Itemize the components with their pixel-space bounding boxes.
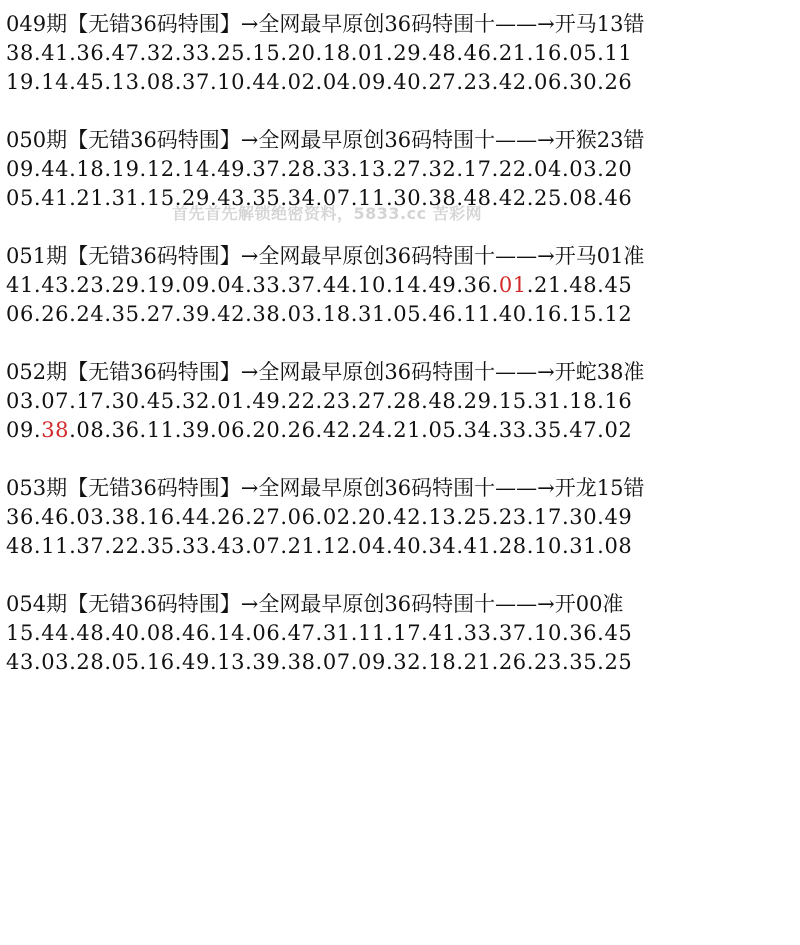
number-row: 41.43.23.29.19.09.04.33.37.44.10.14.49.36.01.21.48.45 (6, 273, 633, 297)
number-cell: 26 (287, 418, 316, 442)
number-cell: 25 (217, 41, 246, 65)
period-block (6, 474, 796, 590)
number-cell: 01 (358, 41, 386, 65)
number-cell: 15 (569, 302, 598, 326)
number-cell: 16 (534, 302, 562, 326)
number-cell: 26 (498, 650, 527, 674)
number-cell: 46 (41, 505, 70, 529)
number-cell: 29 (111, 273, 140, 297)
highlighted-number: 38 (41, 418, 70, 442)
number-cell: 33 (252, 273, 281, 297)
number-cell: 41 (463, 534, 492, 558)
number-cell: 24 (358, 418, 386, 442)
number-cell: 10 (534, 534, 562, 558)
number-cell: 28 (393, 389, 422, 413)
number-cell: 31 (569, 534, 598, 558)
number-cell: 06 (6, 302, 34, 326)
number-cell: 41 (41, 41, 70, 65)
number-cell: 28 (498, 534, 527, 558)
number-cell: 11 (146, 418, 175, 442)
number-cell: 19 (146, 273, 175, 297)
number-cell: 08 (604, 534, 633, 558)
number-cell: 07 (322, 650, 351, 674)
number-cell: 28 (76, 650, 105, 674)
number-row: 36.46.03.38.16.44.26.27.06.02.20.42.13.25.23.17.30.49 (6, 505, 633, 529)
number-cell: 42 (498, 70, 527, 94)
number-cell: 21 (287, 534, 316, 558)
number-cell: 27 (358, 389, 386, 413)
number-cell: 34 (463, 418, 492, 442)
number-cell: 09 (6, 418, 34, 442)
number-cell: 30 (569, 505, 598, 529)
number-cell: 27 (146, 302, 175, 326)
number-cell: 23 (534, 650, 562, 674)
number-cell: 09 (6, 157, 34, 181)
number-cell: 35 (146, 534, 175, 558)
number-cell: 11 (358, 186, 386, 210)
number-cell: 47 (287, 621, 316, 645)
number-cell: 49 (604, 505, 633, 529)
number-cell: 01 (217, 389, 246, 413)
number-row: 03.07.17.30.45.32.01.49.22.23.27.28.48.29.15.31.18.16 (6, 389, 633, 413)
number-cell: 28 (287, 157, 316, 181)
number-cell: 40 (111, 621, 140, 645)
number-cell: 29 (393, 41, 422, 65)
number-row: 09.38.08.36.11.39.06.20.26.42.24.21.05.34.33.35.47.02 (6, 418, 633, 442)
number-cell: 03 (6, 389, 34, 413)
number-cell: 33 (182, 41, 210, 65)
number-cell: 11 (41, 534, 70, 558)
number-cell: 23 (463, 70, 492, 94)
number-cell: 20 (252, 418, 281, 442)
number-cell: 21 (393, 418, 422, 442)
watermark-text: 首先首先解锁绝密资料，5833.cc 苦彩网 (172, 204, 483, 223)
number-cell: 48 (463, 186, 492, 210)
period-block (6, 10, 796, 126)
number-cell: 34 (428, 534, 457, 558)
number-cell: 05 (111, 650, 140, 674)
number-cell: 31 (111, 186, 140, 210)
number-cell: 08 (146, 621, 175, 645)
number-cell: 18 (322, 302, 351, 326)
number-cell: 37 (498, 621, 527, 645)
number-cell: 31 (322, 621, 351, 645)
number-cell: 33 (463, 621, 492, 645)
number-cell: 44 (252, 70, 281, 94)
number-cell: 40 (393, 534, 422, 558)
number-cell: 27 (428, 70, 457, 94)
number-cell: 22 (498, 157, 527, 181)
number-cell: 44 (182, 505, 210, 529)
number-cell: 13 (428, 505, 457, 529)
number-cell: 46 (182, 621, 210, 645)
number-cell: 03 (287, 302, 316, 326)
number-cell: 11 (604, 41, 633, 65)
number-cell: 09 (182, 273, 210, 297)
number-cell: 30 (569, 70, 598, 94)
number-cell: 44 (322, 273, 351, 297)
number-cell: 35 (569, 650, 598, 674)
number-cell: 47 (111, 41, 140, 65)
number-cell: 02 (604, 418, 633, 442)
highlighted-number: 01 (498, 273, 527, 297)
number-cell: 48 (76, 621, 105, 645)
period-header: 050期【无错36码特围】→全网最早原创36码特围十——→开猴23错 (6, 128, 645, 152)
number-cell: 26 (41, 302, 70, 326)
number-cell: 31 (358, 302, 386, 326)
number-cell: 12 (146, 157, 175, 181)
number-cell: 32 (146, 41, 175, 65)
number-cell: 02 (287, 70, 316, 94)
number-cell: 14 (41, 70, 70, 94)
period-block (6, 242, 796, 358)
number-cell: 18 (322, 41, 351, 65)
number-cell: 41 (41, 186, 70, 210)
number-cell: 10 (217, 70, 246, 94)
number-cell: 37 (252, 157, 281, 181)
number-cell: 06 (534, 70, 562, 94)
number-cell: 08 (569, 186, 598, 210)
number-cell: 07 (252, 534, 281, 558)
number-row: 19.14.45.13.08.37.10.44.02.04.09.40.27.23.42.06.30.26 (6, 70, 633, 94)
number-cell: 23 (322, 389, 351, 413)
number-cell: 38 (252, 302, 281, 326)
number-cell: 45 (604, 621, 633, 645)
number-cell: 03 (76, 505, 105, 529)
number-cell: 49 (217, 157, 246, 181)
number-cell: 39 (252, 650, 281, 674)
number-cell: 23 (498, 505, 527, 529)
number-cell: 32 (428, 157, 457, 181)
number-row: 38.41.36.47.32.33.25.15.20.18.01.29.48.46.21.16.05.11 (6, 41, 633, 65)
number-cell: 23 (76, 273, 105, 297)
number-cell: 42 (498, 186, 527, 210)
number-cell: 17 (393, 621, 422, 645)
number-cell: 21 (463, 650, 492, 674)
number-cell: 25 (604, 650, 633, 674)
number-cell: 46 (463, 41, 492, 65)
number-cell: 43 (41, 273, 70, 297)
number-cell: 48 (428, 41, 457, 65)
number-cell: 20 (358, 505, 386, 529)
number-cell: 22 (111, 534, 140, 558)
number-cell: 36 (463, 273, 492, 297)
number-cell: 47 (569, 418, 598, 442)
number-cell: 09 (358, 650, 386, 674)
number-row: 15.44.48.40.08.46.14.06.47.31.11.17.41.33.37.10.36.45 (6, 621, 633, 645)
number-cell: 03 (569, 157, 598, 181)
number-cell: 16 (146, 505, 175, 529)
number-cell: 08 (146, 70, 175, 94)
number-cell: 18 (76, 157, 105, 181)
period-header: 054期【无错36码特围】→全网最早原创36码特围十——→开00准 (6, 592, 624, 616)
number-cell: 17 (463, 157, 492, 181)
number-row: 05.41.21.31.15.29.43.35.34.07.11.30.38.48.42.25.08.46 (6, 186, 633, 210)
number-cell: 16 (146, 650, 175, 674)
number-cell: 15 (146, 186, 175, 210)
number-cell: 17 (76, 389, 105, 413)
number-cell: 37 (182, 70, 210, 94)
number-cell: 38 (111, 505, 140, 529)
number-cell: 49 (182, 650, 210, 674)
number-cell: 42 (393, 505, 422, 529)
number-cell: 12 (604, 302, 633, 326)
number-cell: 22 (287, 389, 316, 413)
number-cell: 04 (358, 534, 386, 558)
number-cell: 36 (111, 418, 140, 442)
number-cell: 31 (534, 389, 562, 413)
number-cell: 03 (41, 650, 70, 674)
number-cell: 06 (287, 505, 316, 529)
number-cell: 30 (111, 389, 140, 413)
number-cell: 35 (252, 186, 281, 210)
number-cell: 09 (358, 70, 386, 94)
number-cell: 49 (252, 389, 281, 413)
number-cell: 21 (76, 186, 105, 210)
number-cell: 36 (6, 505, 34, 529)
number-cell: 05 (428, 418, 457, 442)
number-row: 06.26.24.35.27.39.42.38.03.18.31.05.46.11.40.16.15.12 (6, 302, 633, 326)
number-cell: 11 (463, 302, 492, 326)
prediction-document (6, 10, 796, 706)
number-cell: 21 (534, 273, 562, 297)
number-cell: 36 (569, 621, 598, 645)
number-cell: 20 (604, 157, 633, 181)
number-cell: 40 (393, 70, 422, 94)
number-cell: 07 (322, 186, 351, 210)
number-cell: 48 (6, 534, 34, 558)
number-cell: 42 (322, 418, 351, 442)
number-cell: 05 (569, 41, 598, 65)
number-cell: 48 (428, 389, 457, 413)
number-cell: 30 (393, 186, 422, 210)
period-header: 049期【无错36码特围】→全网最早原创36码特围十——→开马13错 (6, 12, 645, 36)
number-cell: 15 (498, 389, 527, 413)
number-cell: 38 (428, 186, 457, 210)
number-row: 09.44.18.19.12.14.49.37.28.33.13.27.32.17.22.04.03.20 (6, 157, 633, 181)
number-cell: 24 (76, 302, 105, 326)
number-cell: 46 (428, 302, 457, 326)
number-cell: 43 (6, 650, 34, 674)
number-cell: 11 (358, 621, 386, 645)
number-cell: 13 (358, 157, 386, 181)
number-cell: 35 (534, 418, 562, 442)
number-cell: 18 (569, 389, 598, 413)
period-header: 051期【无错36码特围】→全网最早原创36码特围十——→开马01准 (6, 244, 645, 268)
number-cell: 02 (322, 505, 351, 529)
number-cell: 29 (182, 186, 210, 210)
number-cell: 05 (6, 186, 34, 210)
number-cell: 40 (498, 302, 527, 326)
number-cell: 38 (287, 650, 316, 674)
number-cell: 06 (252, 621, 281, 645)
number-cell: 35 (111, 302, 140, 326)
number-cell: 19 (6, 70, 34, 94)
number-cell: 26 (604, 70, 633, 94)
number-cell: 13 (217, 650, 246, 674)
number-cell: 10 (534, 621, 562, 645)
number-cell: 25 (463, 505, 492, 529)
number-cell: 25 (534, 186, 562, 210)
number-cell: 04 (217, 273, 246, 297)
period-header: 053期【无错36码特围】→全网最早原创36码特围十——→开龙15错 (6, 476, 645, 500)
number-cell: 08 (76, 418, 105, 442)
number-cell: 45 (146, 389, 175, 413)
number-cell: 38 (6, 41, 34, 65)
number-cell: 04 (534, 157, 562, 181)
number-cell: 16 (604, 389, 633, 413)
number-cell: 45 (604, 273, 633, 297)
number-row: 43.03.28.05.16.49.13.39.38.07.09.32.18.21.26.23.35.25 (6, 650, 633, 674)
number-cell: 18 (428, 650, 457, 674)
number-cell: 34 (287, 186, 316, 210)
number-cell: 17 (534, 505, 562, 529)
number-cell: 19 (111, 157, 140, 181)
number-cell: 41 (6, 273, 34, 297)
number-cell: 14 (217, 621, 246, 645)
number-cell: 43 (217, 534, 246, 558)
number-cell: 41 (428, 621, 457, 645)
number-cell: 36 (76, 41, 105, 65)
number-row: 48.11.37.22.35.33.43.07.21.12.04.40.34.41.28.10.31.08 (6, 534, 633, 558)
number-cell: 39 (182, 418, 210, 442)
number-cell: 10 (358, 273, 386, 297)
number-cell: 05 (393, 302, 422, 326)
number-cell: 37 (287, 273, 316, 297)
number-cell: 12 (322, 534, 351, 558)
number-cell: 33 (498, 418, 527, 442)
number-cell: 46 (604, 186, 633, 210)
number-cell: 27 (252, 505, 281, 529)
number-cell: 45 (76, 70, 105, 94)
number-cell: 29 (463, 389, 492, 413)
number-cell: 42 (217, 302, 246, 326)
number-cell: 27 (393, 157, 422, 181)
period-block (6, 358, 796, 474)
number-cell: 44 (41, 621, 70, 645)
number-cell: 37 (76, 534, 105, 558)
number-cell: 04 (322, 70, 351, 94)
number-cell: 44 (41, 157, 70, 181)
period-header: 052期【无错36码特围】→全网最早原创36码特围十——→开蛇38准 (6, 360, 645, 384)
number-cell: 33 (182, 534, 210, 558)
number-cell: 14 (182, 157, 210, 181)
number-cell: 15 (6, 621, 34, 645)
number-cell: 21 (498, 41, 527, 65)
number-cell: 14 (393, 273, 422, 297)
number-cell: 49 (428, 273, 457, 297)
number-cell: 16 (534, 41, 562, 65)
number-cell: 07 (41, 389, 70, 413)
period-block (6, 590, 796, 706)
number-cell: 15 (252, 41, 281, 65)
number-cell: 32 (182, 389, 210, 413)
number-cell: 20 (287, 41, 316, 65)
number-cell: 48 (569, 273, 598, 297)
number-cell: 13 (111, 70, 140, 94)
number-cell: 06 (217, 418, 246, 442)
number-cell: 33 (322, 157, 351, 181)
number-cell: 39 (182, 302, 210, 326)
number-cell: 43 (217, 186, 246, 210)
number-cell: 26 (217, 505, 246, 529)
number-cell: 32 (393, 650, 422, 674)
period-block (6, 126, 796, 242)
